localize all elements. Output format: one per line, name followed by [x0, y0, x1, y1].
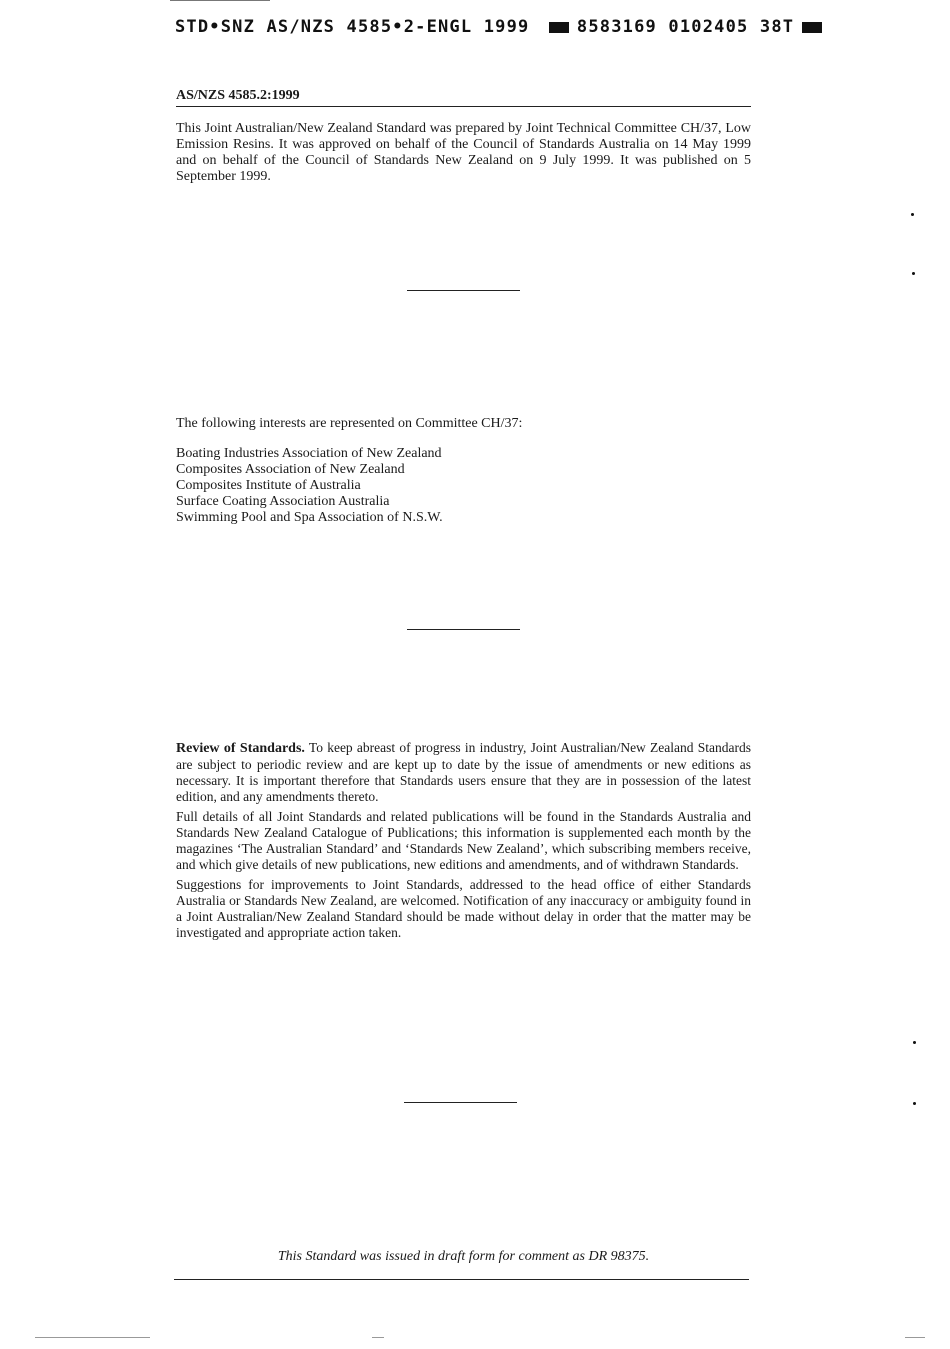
catalog-header-number: 8583169 0102405 38T	[576, 17, 795, 37]
section-divider-2	[407, 629, 520, 630]
committee-heading: The following interests are represented on Committee CH/37:	[176, 416, 523, 431]
committee-member: Surface Coating Association Australia	[176, 494, 390, 509]
catalog-header-code: STD•SNZ AS/NZS 4585•2-ENGL 1999	[175, 17, 530, 37]
committee-member: Swimming Pool and Spa Association of N.S.W.	[176, 510, 443, 525]
scan-artifact-bottom	[372, 1337, 384, 1338]
document-id-rule	[176, 106, 751, 107]
document-id: AS/NZS 4585.2:1999	[176, 88, 300, 103]
committee-member: Composites Association of New Zealand	[176, 462, 405, 477]
catalog-header	[175, 17, 830, 37]
review-paragraph-1	[176, 740, 751, 805]
scan-dot	[913, 1041, 916, 1044]
section-divider-3	[404, 1102, 517, 1103]
section-divider-1	[407, 290, 520, 291]
review-text-1: To keep abreast of progress in industry, Joint Australian/New Zealand Standards are subject to periodic review and are kept up to date by the issue of amendments or new editions as necessary. It is important therefore that Standards users ensure that they are in possession of the latest edition, and any amendments thereto.	[176, 740, 751, 804]
scan-dot	[912, 272, 915, 275]
scan-artifact-bottom	[35, 1337, 150, 1338]
scan-dot	[913, 1102, 916, 1105]
committee-member: Boating Industries Association of New Zealand	[176, 446, 442, 461]
draft-note: This Standard was issued in draft form for comment as DR 98375.	[277, 1249, 650, 1264]
committee-member: Composites Institute of Australia	[176, 478, 361, 493]
review-heading: Review of Standards.	[176, 741, 305, 756]
scan-artifact-bottom	[905, 1337, 925, 1338]
committee-member-list	[176, 446, 443, 526]
scan-artifact-top	[170, 0, 270, 1]
barcode-block-left	[549, 22, 569, 33]
footer-rule	[174, 1279, 749, 1280]
barcode-block-right	[802, 22, 822, 33]
review-paragraph-2: Full details of all Joint Standards and related publications will be found in the Standards Australia and Standards New Zealand Catalogue of Publications; this information is supplemented each month by the magazines ‘The Australian Standard’ and ‘Standards New Zealand’, which subscribing members receive, and which give details of new publications, new editions and amendments, and of withdrawn Standards.	[176, 809, 751, 872]
intro-paragraph: This Joint Australian/New Zealand Standard was prepared by Joint Technical Committee CH/37, Low Emission Resins. It was approved on behalf of the Council of Standards Australia on 14 May 1999 and on behalf of the Council of Standards New Zealand on 9 July 1999. It was published on 5 September 1999.	[176, 121, 751, 184]
scan-dot	[911, 213, 914, 216]
review-of-standards	[176, 740, 751, 945]
review-paragraph-3: Suggestions for improvements to Joint Standards, addressed to the head office of either Standards Australia or Standards New Zealand, are welcomed. Notification of any inaccuracy or ambiguity found in a Joint Australian/New Zealand Standard should be made without delay in order that the matter may be investigated and appropriate action taken.	[176, 877, 751, 940]
